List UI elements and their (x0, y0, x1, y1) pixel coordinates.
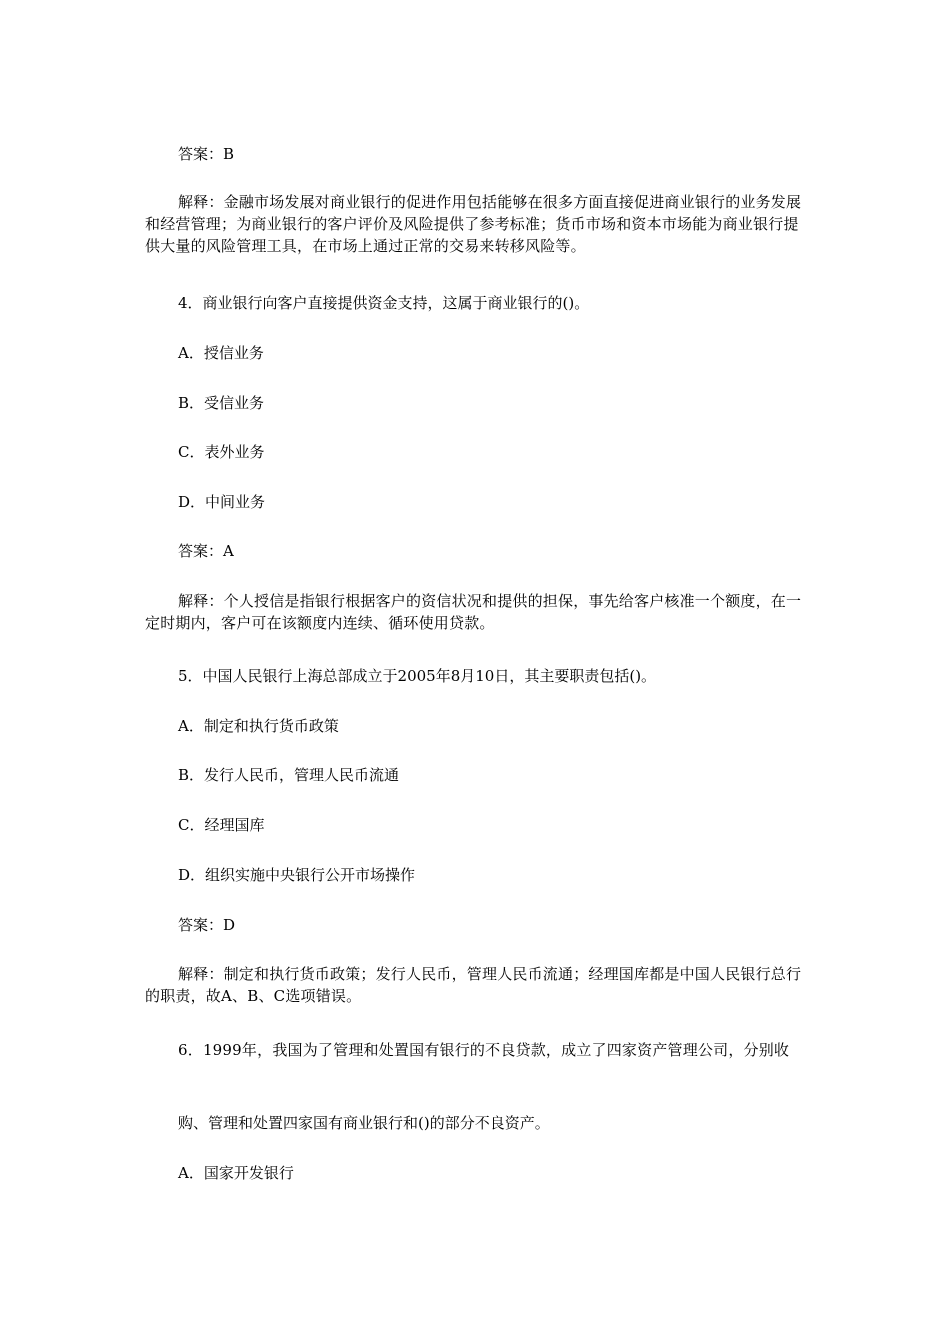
q4-option-a: A．授信业务 (178, 344, 264, 362)
q3-answer: 答案：B (178, 145, 235, 163)
q4-option-c: C．表外业务 (178, 443, 265, 461)
q5-option-b: B．发行人民币，管理人民币流通 (178, 766, 400, 784)
q6-option-a: A．国家开发银行 (178, 1164, 294, 1182)
q3-explanation: 解释：金融市场发展对商业银行的促进作用包括能够在很多方面直接促进商业银行的业务发展和经营管理；为商业银行的客户评价及风险提供了参考标准；货币市场和资本市场能为商业银行提供大量的风险管理工具，在市场上通过正常的交易来转移风险等。 (145, 193, 802, 255)
q4-question: 4．商业银行向客户直接提供资金支持，这属于商业银行的()。 (178, 294, 590, 312)
q5-option-d: D．组织实施中央银行公开市场操作 (178, 866, 416, 884)
q5-answer: 答案：D (178, 916, 236, 934)
q5-question: 5．中国人民银行上海总部成立于2005年8月10日，其主要职责包括()。 (178, 667, 657, 685)
q4-option-b: B．受信业务 (178, 394, 265, 412)
q4-option-d: D．中间业务 (178, 493, 266, 511)
q5-explanation: 解释：制定和执行货币政策；发行人民币，管理人民币流通；经理国库都是中国人民银行总行的职责，故A、B、C选项错误。 (145, 965, 802, 1005)
q4-answer: 答案：A (178, 542, 234, 560)
q5-option-a: A．制定和执行货币政策 (178, 717, 339, 735)
q4-explanation: 解释：个人授信是指银行根据客户的资信状况和提供的担保，事先给客户核准一个额度，在一定时期内，客户可在该额度内连续、循环使用贷款。 (145, 592, 802, 632)
q5-option-c: C．经理国库 (178, 816, 265, 834)
q6-question-part2: 购、管理和处置四家国有商业银行和()的部分不良资产。 (178, 1114, 550, 1132)
q6-question-part1: 6．1999年，我国为了管理和处置国有银行的不良贷款，成立了四家资产管理公司，分别收 (178, 1041, 790, 1059)
